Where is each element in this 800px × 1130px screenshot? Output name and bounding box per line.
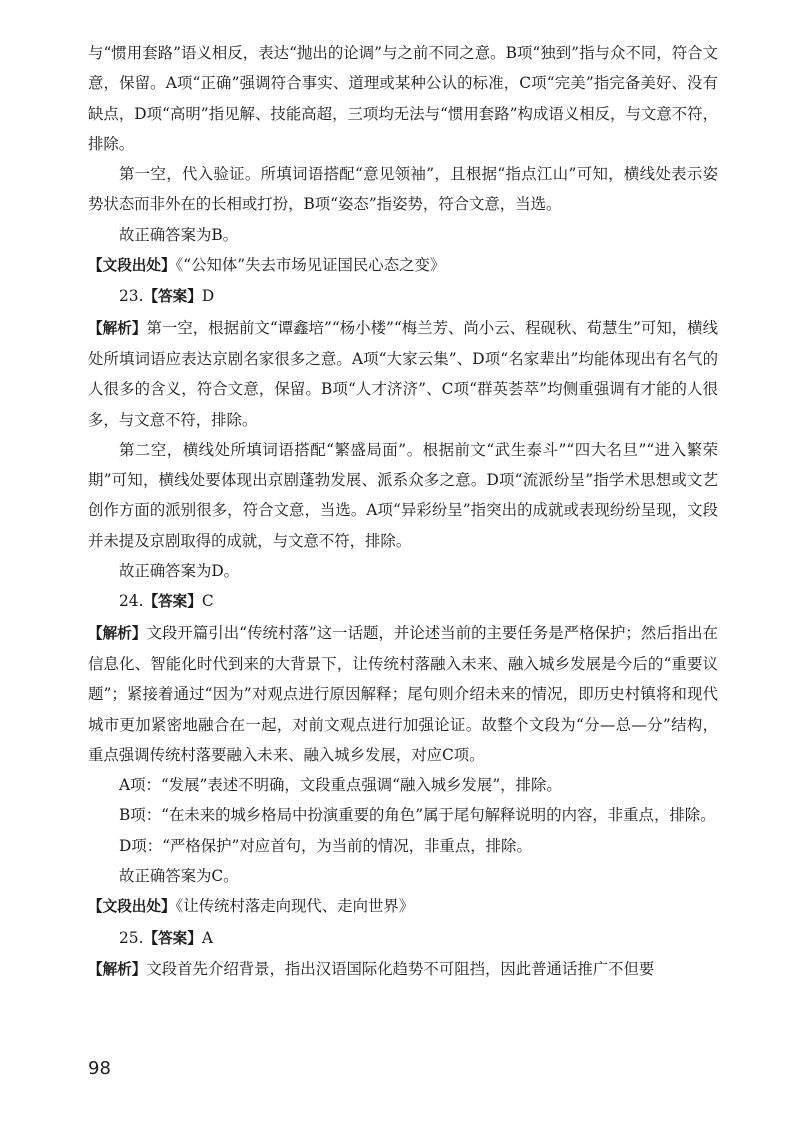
- q25-analysis-paragraph: [88, 954, 718, 985]
- question-number: 24.: [119, 592, 144, 611]
- q24-source: [88, 891, 718, 922]
- q23-conclusion: 故正确答案为D。: [119, 562, 240, 581]
- q22-source: [88, 250, 718, 281]
- q23-analysis-paragraph: [88, 313, 718, 435]
- page-body: [88, 38, 718, 985]
- source-title: 《让传统村落走向现代、走向世界》: [175, 897, 415, 916]
- q24-analysis-paragraph: [88, 618, 718, 770]
- q24-analysis-text: 文段开篇引出“传统村落”这一话题，并论述当前的主要任务是严格保护；然后指出在信息化、智能化时代到来的大背景下，让传统村落融入未来、融入城乡发展是今后的“重要议题”；紧接着通过“因为”对观点进行原因解释；尾句则介绍未来的情况，即历史村镇将和现代城市更加紧密地融合在一起，对前文观点进行加强论证。故整个文段为“分—总—分”结构，重点强调传统村落要融入未来、融入城乡发展，对应C项。: [88, 623, 718, 764]
- q23-analysis-text: 第一空，根据前文“谭鑫培”“杨小楼”“梅兰芳、尚小云、程砚秋、荀慧生”可知，横线处所填词语应表达京剧名家很多之意。A项“大家云集”、D项“名家辈出”均能体现出有名气的人很多的含义，符合文意，保留。B项“人才济济”、C项“群英荟萃”均侧重强调有才能的人很多，与文意不符，排除。: [88, 318, 718, 429]
- source-title: 《“公知体”失去市场见证国民心态之变》: [175, 256, 446, 275]
- q22-conclusion: 故正确答案为B。: [119, 225, 239, 244]
- page-number: 98: [88, 1058, 111, 1079]
- q25-answer-line: [88, 923, 718, 954]
- q24-option-d: D项：“严格保护”对应首句，为当前的情况，非重点，排除。: [119, 836, 532, 855]
- q24-option-a: A项：“发展”表述不明确，文段重点强调“融入城乡发展”，排除。: [119, 776, 562, 795]
- analysis-label: 【解析】: [88, 319, 147, 337]
- analysis-label: 【解析】: [88, 960, 147, 978]
- analysis-label: 【解析】: [88, 624, 147, 642]
- q23-answer-line: [88, 281, 718, 312]
- q24-answer-line: [88, 586, 718, 617]
- answer-label: 【答案】: [143, 593, 202, 611]
- q23-second-blank-paragraph: 第二空，横线处所填词语搭配“繁盛局面”。根据前文“武生泰斗”“四大名旦”“进入繁荣期”可知，横线处要体现出京剧蓬勃发展、派系众多之意。D项“流派纷呈”指学术思想或文艺创作方面的派别很多，符合文意，当选。A项“异彩纷呈”指突出的成就或表现纷纷呈现，文段并未提及京剧取得的成就，与文意不符，排除。: [88, 440, 718, 550]
- answer-value: A: [201, 928, 213, 947]
- question-number: 23.: [119, 287, 144, 306]
- q24-option-b: B项：“在未来的城乡格局中扮演重要的角色”属于尾句解释说明的内容，非重点，排除。: [119, 806, 716, 825]
- answer-label: 【答案】: [143, 929, 202, 947]
- q22-analysis-paragraph: 与“惯用套路”语义相反，表达“抛出的论调”与之前不同之意。B项“独到”指与众不同，符合文意，保留。A项“正确”强调符合事实、道理或某种公认的标准，C项“完美”指完备美好、没有缺点，D项“高明”指见解、技能高超，三项均无法与“惯用套路”构成语义相反，与文意不符，排除。: [88, 44, 718, 153]
- answer-value: D: [201, 287, 215, 306]
- q25-analysis-text: 文段首先介绍背景，指出汉语国际化趋势不可阻挡，因此普通话推广不但要: [146, 959, 655, 978]
- source-label: 【文段出处】: [88, 257, 176, 275]
- answer-value: C: [201, 592, 214, 611]
- q22-first-blank-paragraph: 第一空，代入验证。所填词语搭配“意见领袖”，且根据“指点江山”可知，横线处表示姿势状态而非外在的长相或打扮，B项“姿态”指姿势，符合文意，当选。: [88, 165, 718, 214]
- answer-label: 【答案】: [143, 288, 202, 306]
- source-label: 【文段出处】: [88, 898, 176, 916]
- question-number: 25.: [119, 928, 144, 947]
- q24-conclusion: 故正确答案为C。: [119, 867, 239, 886]
